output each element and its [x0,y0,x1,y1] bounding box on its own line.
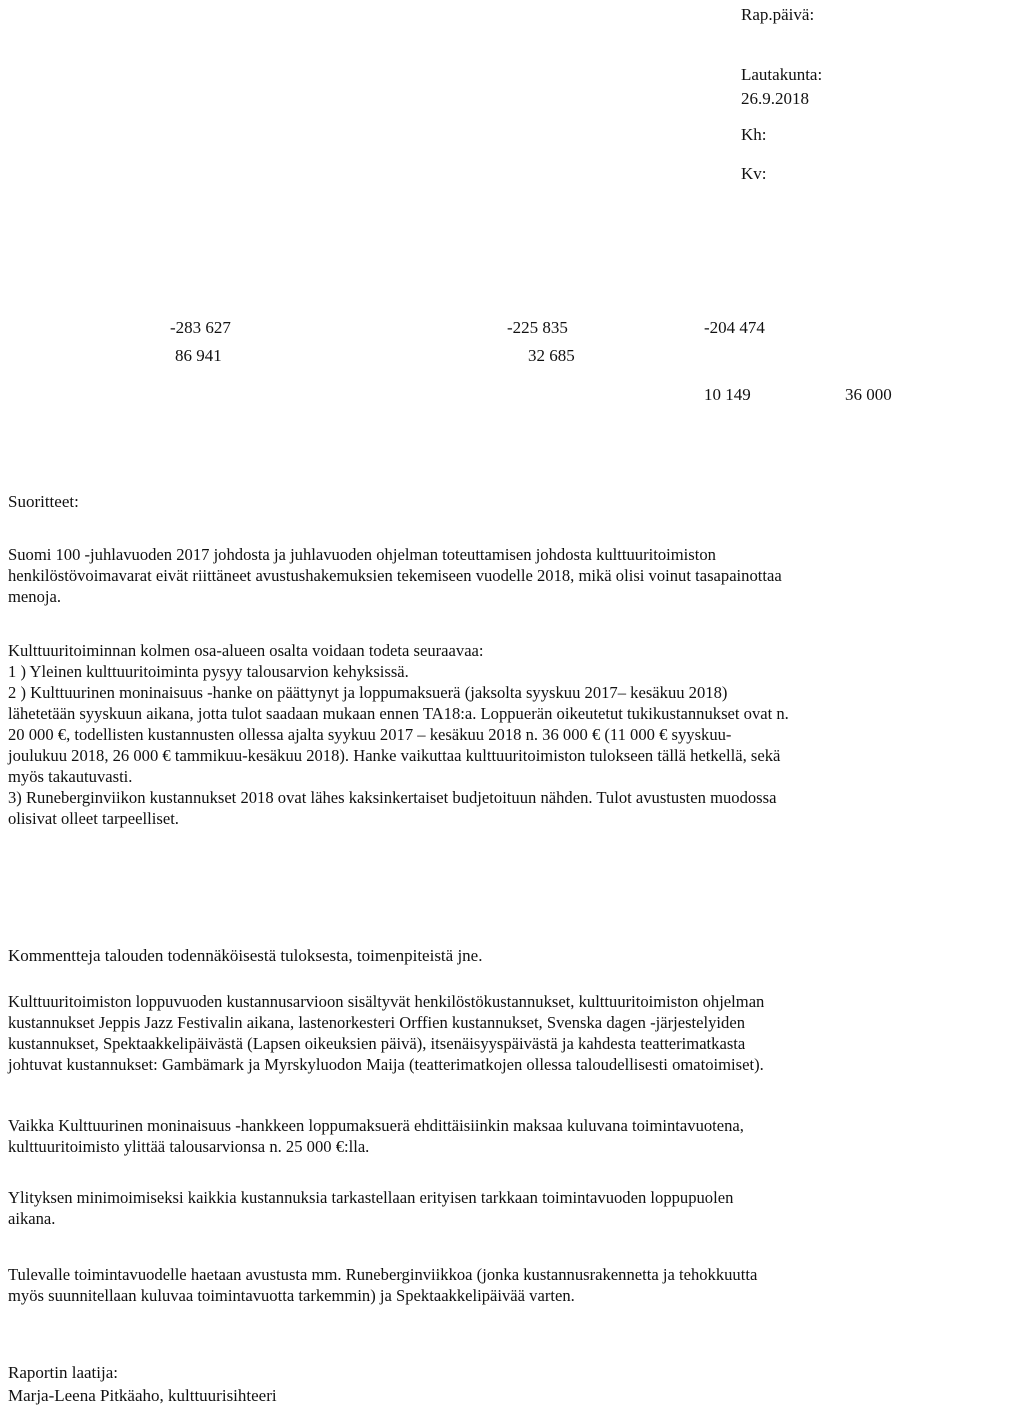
author-name: Marja-Leena Pitkäaho, kulttuurisihteeri [8,1386,277,1405]
text-line: Tulevalle toimintavuodelle haetaan avustusta mm. Runeberginviikkoa (jonka kustannusrakennetta ja tehokkuutta [8,1265,758,1284]
figure-r1-c3: -204 474 [704,318,765,337]
text-line: Kulttuuritoimiston loppuvuoden kustannusarvioon sisältyvät henkilöstökustannukset, kulttuuritoimiston ohjelman [8,992,765,1011]
kommentteja-heading: Kommentteja talouden todennäköisestä tuloksesta, toimenpiteistä jne. [8,946,483,965]
figure-r2-c1: 86 941 [175,346,222,365]
text-line: aikana. [8,1209,56,1228]
text-line: kustannukset, Spektaakkelipäivästä (Lapsen oikeuksien päivä), itsenäisyyspäivästä ja kahdesta teatterimatkasta [8,1034,746,1053]
author-label: Raportin laatija: [8,1363,118,1382]
kommentteja-paragraph-2 [8,1115,1020,1157]
board-label: Lautakunta: [741,65,823,84]
text-line: kustannukset Jeppis Jazz Festivalin aikana, lastenorkesteri Orffien kustannukset, Svenska dagen -järjestelyiden [8,1013,745,1032]
kommentteja-paragraph-3 [8,1187,1020,1229]
figure-r3-c1: 10 149 [704,385,751,404]
kh-label: Kh: [741,125,767,144]
text-line: myös suunnitellaan kuluvaa toimintavuotta tarkemmin) ja Spektaakkelipäivää varten. [8,1286,575,1305]
text-line: kulttuuritoimisto ylittää talousarvionsa n. 25 000 €:lla. [8,1137,370,1156]
board-date: 26.9.2018 [741,89,809,108]
figure-r2-c2: 32 685 [528,346,575,365]
figure-r3-c2: 36 000 [845,385,892,404]
text-line: 20 000 €, todellisten kustannusten ollessa ajalta syykuu 2017 – kesäkuu 2018 n. 36 000 € (11 000 € syyskuu- [8,725,732,744]
suoritteet-heading: Suoritteet: [8,492,79,511]
suoritteet-paragraph-2 [8,640,1020,829]
kv-label: Kv: [741,164,767,183]
text-line: 1 ) Yleinen kulttuuritoiminta pysyy talousarvion kehyksissä. [8,662,409,681]
text-line: menoja. [8,587,61,606]
text-line: myös takautuvasti. [8,767,133,786]
figure-r1-c1: -283 627 [170,318,231,337]
text-line: 2 ) Kulttuurinen moninaisuus -hanke on päättynyt ja loppumaksuerä (jaksolta syyskuu 2017– kesäkuu 2018) [8,683,728,702]
text-line: johtuvat kustannukset: Gambämark ja Myrskyluodon Maija (teatterimatkojen ollessa taloudellisesti omatoimiset). [8,1055,764,1074]
text-line: olisivat olleet tarpeelliset. [8,809,179,828]
text-line: henkilöstövoimavarat eivät riittäneet avustushakemuksien tekemiseen vuodelle 2018, mikä olisi voinut tasapainottaa [8,566,782,585]
text-line: 3) Runeberginviikon kustannukset 2018 ovat lähes kaksinkertaiset budjetoituun nähden. Tulot avustusten muodossa [8,788,777,807]
text-line: Ylityksen minimoimiseksi kaikkia kustannuksia tarkastellaan erityisen tarkkaan toimintavuoden loppupuolen [8,1188,734,1207]
text-line: joulukuu 2018, 26 000 € tammikuu-kesäkuu 2018). Hanke vaikuttaa kulttuuritoimiston tulokseen tällä hetkellä, sekä [8,746,781,765]
text-line: Suomi 100 -juhlavuoden 2017 johdosta ja juhlavuoden ohjelman toteuttamisen johdosta kulttuuritoimiston [8,545,716,564]
text-line: Kulttuuritoiminnan kolmen osa-alueen osalta voidaan todeta seuraavaa: [8,641,484,660]
text-line: Vaikka Kulttuurinen moninaisuus -hankkeen loppumaksuerä ehdittäisiinkin maksaa kuluvana toimintavuotena, [8,1116,744,1135]
text-line: lähetetään syyskuun aikana, jotta tulot saadaan mukaan ennen TA18:a. Loppuerän oikeutetut tukikustannukset ovat n. [8,704,789,723]
kommentteja-paragraph-4 [8,1264,1020,1306]
kommentteja-paragraph-1 [8,991,1020,1075]
suoritteet-paragraph-1 [8,544,1020,607]
figure-r1-c2: -225 835 [507,318,568,337]
report-date-label: Rap.päivä: [741,5,815,24]
